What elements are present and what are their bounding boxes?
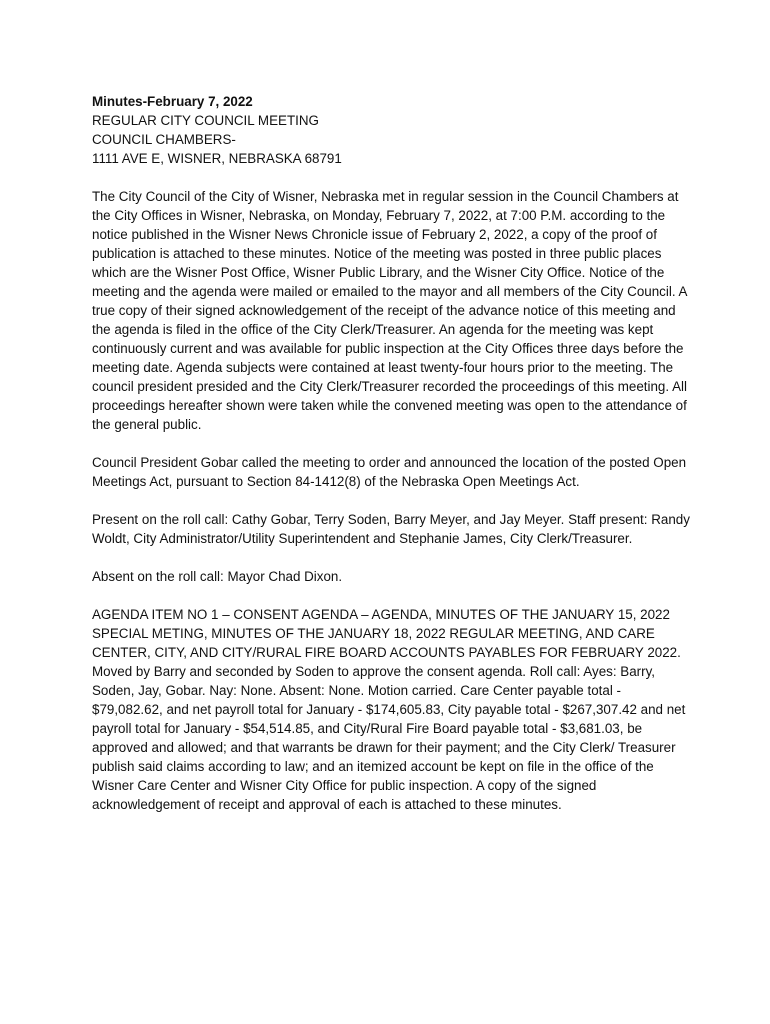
document-body bbox=[92, 92, 692, 833]
meeting-address: 1111 AVE E, WISNER, NEBRASKA 68791 bbox=[92, 151, 342, 166]
paragraph-meeting-notice: The City Council of the City of Wisner, Nebraska met in regular session in the Council Chambers at the City Offices in Wisner, Nebraska, on Monday, February 7, 2022, at 7:00 P.M. according to the notice published in the Wisner News Chronicle issue of February 2, 2022, a copy of the proof of publication is attached to these minutes. Notice of the meeting was posted in three public places which are the Wisner Post Office, Wisner Public Library, and the Wisner City Office. Notice of the meeting and the agenda were mailed or emailed to the mayor and all members of the City Council. A true copy of their signed acknowledgement of the receipt of the advance notice of this meeting and the agenda is filed in the office of the City Clerk/Treasurer. An agenda for the meeting was kept continuously current and was available for public inspection at the City Offices three days before the meeting date. Agenda subjects were contained at least twenty-four hours prior to the meeting. The council president presided and the City Clerk/Treasurer recorded the proceedings of this meeting. All proceedings hereafter shown were taken while the convened meeting was open to the attendance of the general public. bbox=[92, 189, 687, 432]
meeting-location: COUNCIL CHAMBERS- bbox=[92, 132, 236, 147]
minutes-header bbox=[92, 92, 692, 168]
meeting-type: REGULAR CITY COUNCIL MEETING bbox=[92, 113, 319, 128]
paragraph-call-to-order: Council President Gobar called the meeting to order and announced the location of the posted Open Meetings Act, pursuant to Section 84-1412(8) of the Nebraska Open Meetings Act. bbox=[92, 455, 687, 489]
minutes-title: Minutes-February 7, 2022 bbox=[92, 94, 253, 109]
paragraph-agenda-item-1: AGENDA ITEM NO 1 – CONSENT AGENDA – AGENDA, MINUTES OF THE JANUARY 15, 2022 SPECIAL METING, MINUTES OF THE JANUARY 18, 2022 REGULAR MEETING, AND CARE CENTER, CITY, AND CITY/RURAL FIRE BOARD ACCOUNTS PAYABLES FOR FEBRUARY 2022. Moved by Barry and seconded by Soden to approve the consent agenda. Roll call: Ayes: Barry, Soden, Jay, Gobar. Nay: None. Absent: None. Motion carried. Care Center payable total - $79,082.62, and net payroll total for January - $174,605.83, City payable total - $267,307.42 and net payroll total for January - $54,514.85, and City/Rural Fire Board payable total - $3,681.03, be approved and allowed; and that warrants be drawn for their payment; and the City Clerk/ Treasurer publish said claims according to law; and an itemized account be kept on file in the office of the Wisner Care Center and Wisner City Office for public inspection. A copy of the signed acknowledgement of receipt and approval of each is attached to these minutes. bbox=[92, 607, 686, 812]
paragraph-roll-call-present: Present on the roll call: Cathy Gobar, Terry Soden, Barry Meyer, and Jay Meyer. Staff present: Randy Woldt, City Administrator/Utility Superintendent and Stephanie James, City Clerk/Treasurer. bbox=[92, 512, 690, 546]
paragraph-roll-call-absent: Absent on the roll call: Mayor Chad Dixon. bbox=[92, 569, 343, 584]
